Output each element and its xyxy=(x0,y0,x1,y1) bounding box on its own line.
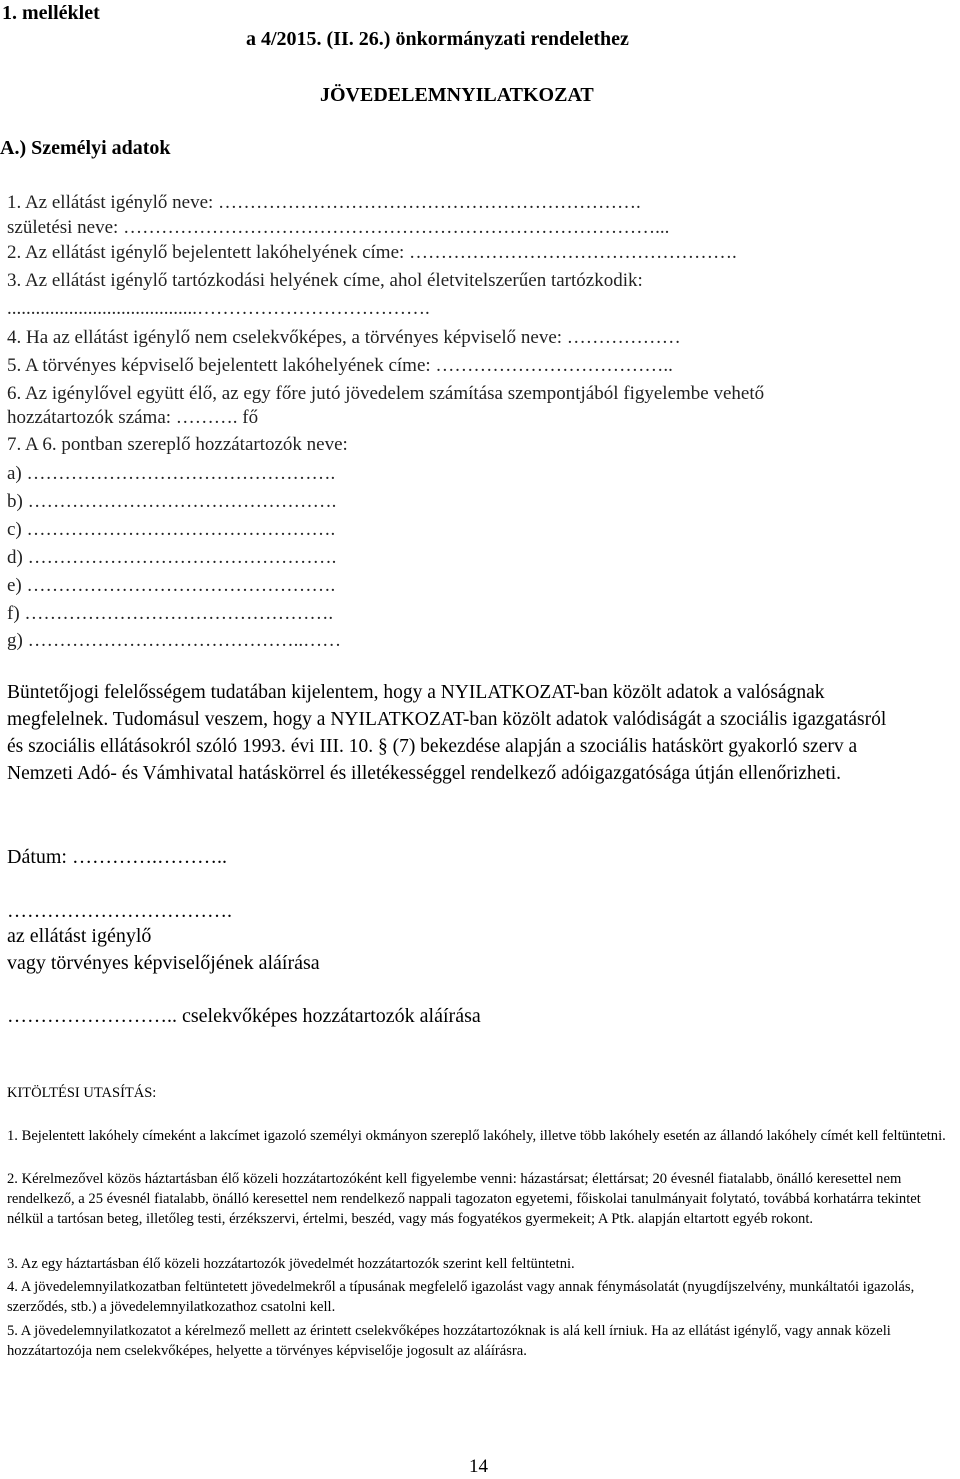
relative-line-a: a) …………………………………………. xyxy=(7,463,336,484)
residence-address-line: 3. Az ellátást igénylő tartózkodási helyének címe, ahol életvitelszerűen tartózkodik: xyxy=(7,270,643,291)
relative-line-b: b) …………………………………………. xyxy=(7,491,337,512)
instruction-item-3: 3. Az egy háztartásban élő közeli hozzátartozók jövedelmét hozzátartozók szerint kell feltüntetni. xyxy=(7,1256,575,1272)
annex-label: 1. melléklet xyxy=(2,2,100,24)
date-line: Dátum: ………….……….. xyxy=(7,846,227,868)
page-title: JÖVEDELEMNYILATKOZAT xyxy=(320,84,594,106)
instruction-item-5: 5. A jövedelemnyilatkozatot a kérelmező mellett az érintett cselekvőképes hozzátartozóknak is alá kell írniuk. Ha az ellátást igénylő, vagy annak közeli hozzátartozója nem cselekvőképes, helyette a törvényes képviselője jogosult az aláírásra. xyxy=(7,1323,891,1359)
decree-reference: a 4/2015. (II. 26.) önkormányzati rendelethez xyxy=(246,28,629,50)
signature-label-applicant: az ellátást igénylő xyxy=(7,925,152,947)
registered-address-line: 2. Az ellátást igénylő bejelentett lakóhelyének címe: ……………………………………………. xyxy=(7,242,737,263)
relative-line-d: d) …………………………………………. xyxy=(7,547,337,568)
instruction-item-2: 2. Kérelmezővel közös háztartásban élő közeli hozzátartozóként kell figyelembe venni: házastársat; élettársat; 20 évesnél fiatalabb, önálló keresettel nem rendelkező, a 25 évesnél fiatalabb, önálló keresettel nem rendelkező nappali tagozaton egyetemi, főiskolai tanulmányait folytató, továbbá korhatárra tekintet nélkül a tartósan beteg, illetőleg testi, érzékszervi, értelmi, beszéd, vagy más fogyatékos gyermekeit; A Ptk. alapján eltartott egyéb rokont. xyxy=(7,1171,921,1227)
signature-label-representative: vagy törvényes képviselőjének aláírása xyxy=(7,952,320,974)
residence-address-dots: ........................................………………………………. xyxy=(7,298,430,319)
household-members-line: 6. Az igénylővel együtt élő, az egy főre jutó jövedelem számítása szempontjából figyelembe vehető xyxy=(7,383,765,404)
page-number: 14 xyxy=(469,1456,488,1477)
section-a-heading: A.) Személyi adatok xyxy=(0,137,171,159)
relative-line-g: g) ……………………………………..…… xyxy=(7,630,342,651)
instruction-item-1: 1. Bejelentett lakóhely címeként a lakcímet igazoló személyi okmányon szereplő lakóhely, illetve több lakóhely esetén az állandó lakóhely címét kell feltüntetni. xyxy=(7,1128,946,1144)
household-signature-line: …………………….. cselekvőképes hozzátartozók aláírása xyxy=(7,1005,481,1027)
instruction-item-4: 4. A jövedelemnyilatkozatban feltüntetett jövedelmekről a típusának megfelelő igazolást vagy annak fénymásolatát (nyugdíjszelvény, munkáltatói igazolás, szerződés, stb.) a jövedelemnyilatkozathoz csatolni kell. xyxy=(7,1279,915,1315)
applicant-name-line: 1. Az ellátást igénylő neve: …………………………………………………………. xyxy=(7,192,641,213)
relative-line-c: c) …………………………………………. xyxy=(7,519,336,540)
household-members-count-line: hozzátartozók száma: ………. fő xyxy=(7,407,259,428)
declaration-statement: Büntetőjogi felelősségem tudatában kijelentem, hogy a NYILATKOZAT-ban közölt adatok a valóságnak megfelelnek. Tudomásul veszem, hogy a NYILATKOZAT-ban közölt adatok valódiságát a szociális igazgatásról és szociális ellátásokról szóló 1993. évi III. 10. § (7) bekezdése alapján a szociális hatáskört gyakorló szerv a Nemzeti Adó- és Vámhivatal hatáskörrel és illetékességgel rendelkező adóigazgatósága útján ellenőrizheti. xyxy=(7,682,887,784)
legal-representative-name-line: 4. Ha az ellátást igénylő nem cselekvőképes, a törvényes képviselő neve: ……………… xyxy=(7,327,681,348)
legal-representative-address-line: 5. A törvényes képviselő bejelentett lakóhelyének címe: ……………………………….. xyxy=(7,355,673,376)
signature-dots: ……………………………. xyxy=(7,900,232,922)
relative-line-f: f) …………………………………………. xyxy=(7,603,334,624)
birth-name-line: születési neve: …………………………………………………………………………... xyxy=(7,217,670,238)
relative-line-e: e) …………………………………………. xyxy=(7,575,336,596)
instructions-heading: KITÖLTÉSI UTASÍTÁS: xyxy=(7,1085,157,1101)
household-members-names-heading: 7. A 6. pontban szereplő hozzátartozók neve: xyxy=(7,434,348,455)
